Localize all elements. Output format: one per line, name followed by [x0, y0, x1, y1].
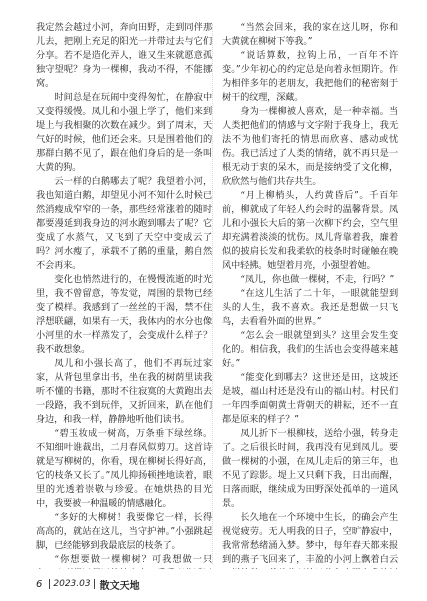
- page-number: 6: [36, 578, 43, 590]
- paragraph: 长久地在一个环境中生长，的确会产生视觉疲劳。无人明我的日子，空旷静寂中，我常常愁绪涌入梦。梦中，每年春天都来报到的燕子飞回来了，丰盈的小河上飘着白云: [222, 512, 398, 565]
- footer-divider: [94, 579, 95, 589]
- paragraph: “凤儿，你也做一棵树，不走，行吗？”: [240, 274, 395, 285]
- paragraph: “碧玉妆成一树高，万条垂下绿丝绦。不知细叶谁裁出，二月春风似剪刀。这首诗就是写柳树的，你看，现在柳树长得好高，它的枝条又长了。”凤儿抑扬顿挫地读着，眼里的光透着崇敬与珍爱。在她烘热的目光中，我要被一种温暖的情感融化。: [36, 428, 212, 509]
- paragraph: “在这儿生活了二十年，一眼就能望到头的人生，我不喜欢。我还是想做一只飞鸟，去看看外面的世界。”: [222, 288, 398, 327]
- paragraph: “说话算数，拉钩上吊，一百年不许变。”少年初心的约定总是向着永恒期许。作为相伴多年的老朋友，我把他们的秘密刻于树干的纹理，深藏。: [222, 50, 398, 103]
- paragraph: 凤儿和小强长高了，他们不再玩过家家，从背包里拿出书，坐在我的树荫里读我听不懂的书籍，那时不往寂寞的大黄跑出去一段路，我不到玩伴，又折回来，趴在他们身边，和我一样，静静地听他们读书。: [36, 358, 212, 425]
- magazine-title: 散文天地: [99, 580, 140, 592]
- paragraph: 时间总是在玩闹中变得匆忙，在静寂中又变得缓慢。凤儿和小强上学了，他们来到堤上与我相聚的次数在减少。到了周末，天气好的时候，他们还会来。只是围着他们的那群白鹅不见了，跟在他们身后的是一条叫大黄的狗。: [36, 92, 212, 173]
- paragraph: “当然会回来，我的家在这儿呀，你和大黄就在柳树下等我。”: [222, 22, 398, 47]
- footer-divider: [49, 579, 50, 589]
- paragraph: 我定然会越过小河，奔向田野，走到同伴那儿去，把刚上充足的阳光一并带过去与它们分享。若不是造化弄人，谁又生来就愿意孤独守望呢？身为一棵柳，我动不得，不能挪窝。: [36, 22, 212, 89]
- page-footer: [36, 577, 140, 591]
- text-column-left: [36, 21, 212, 569]
- paragraph: “怎么会一眼就望到头？这里会发生变化的。相信我，我们的生活也会变得越来越好。”: [222, 330, 398, 369]
- paragraph: “月上柳梢头，人约黄昏后”。千百年前，柳就成了年轻人约会时的温馨背景。凤儿和小强长大后的第一次柳下约会，空气里却充满着淡淡的忧伤。凤儿背靠着我，廉着似的披肩长发和我柔软的枝条时时碰触在晚风中轻拂。她望着月亮，小强望着她。: [222, 190, 398, 271]
- text-column-right: [222, 21, 398, 569]
- paragraph: “你想要做一棵柳树？可我想做一只: [54, 554, 212, 565]
- paragraph: 身为一棵柳被人喜欢，是一种幸福。当人类把他们的情感与文字附于我身上，我无法不为他们寄托的情思而欣喜、感动或忧伤。我已活过了人类的情绪，就不再只是一根无动于衷的呆木，而是接纳受了文化柳，欣欣然与他们共存共生。: [222, 106, 398, 187]
- paragraph: 云一样的白鹅哪去了呢？我望着小河，我也知道白鹅，却望见小河不知什么时候已然消瘦成窄窄的一条，那些经常涨着的随时都要漫延到我身边的河水跑到哪去了呢？它变成了水蒸气，又飞到了天空中变成云了吗？河水瘦了，承载不了鹅的重量，鹅自然不会再来。: [36, 176, 212, 271]
- column-divider: [212, 24, 213, 564]
- paragraph: 变化也悄然进行的，在慢慢流逝的时光里，我不曾留意，等发觉，周围的景物已经变了模样。我感到了一丝丝的干渴，禁不住浮想联翩，如果有一天，我体内的水分也像小河里的水一样蒸发了，会变成什么样子？我不敢想象。: [36, 274, 212, 355]
- paragraph: 凤儿折下一根柳枝，送给小强，转身走了。之后很长时间，我再没有见到凤儿。要做一棵树的小强，在凤儿走后的第三年，也不见了踪影。堤上又只剩下我，日出而醒，日落而眠，继续成为田野深处孤单的一道风景。: [222, 428, 398, 509]
- paragraph: “能变化到哪去？这世还是田，这坡还是坡，福山村还是没有山的福山村。村民们一年四季面朝黄土背朝天的耕耘，还不一直都是原来的样子？”: [222, 372, 398, 425]
- paragraph: “多好的大柳树！我要像它一样，长得高高的，就站在这儿，当守护神。”小强跳起脚，已经能够到我最底层的枝条了。: [36, 512, 212, 551]
- issue-label: 2023.03: [53, 579, 91, 589]
